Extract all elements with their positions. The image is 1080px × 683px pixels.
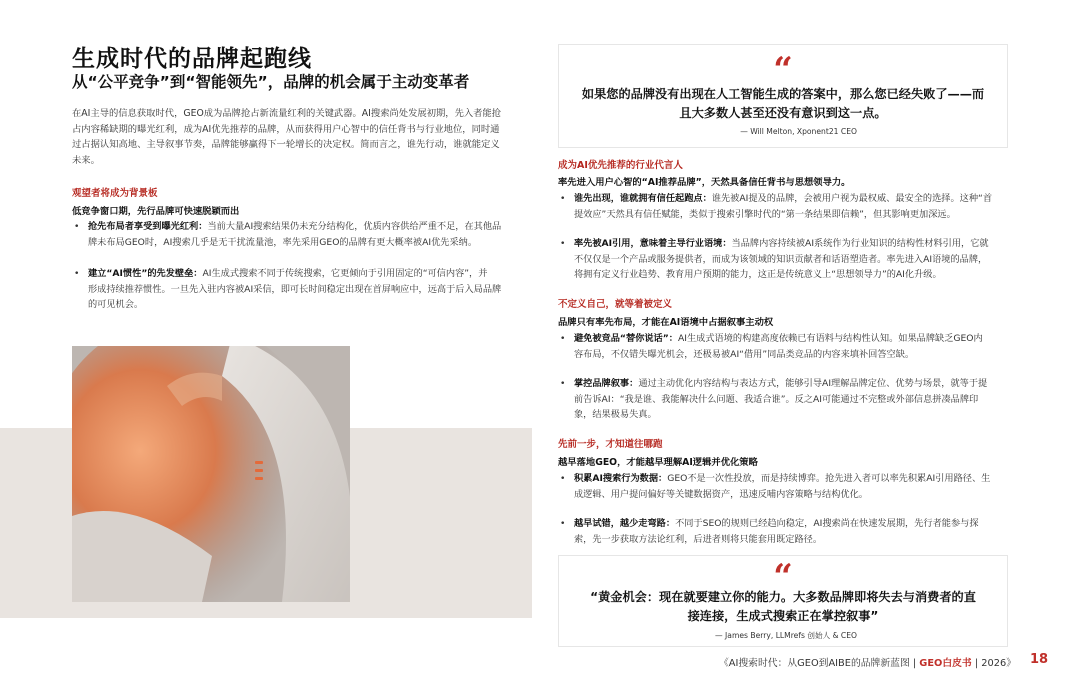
section-heading: 先前一步，才知道往哪跑 [558,439,663,450]
bullet-text: 谁先被AI提及的品牌，会被用户视为最权威、最安全的选择。这种“首 [711,193,993,204]
bullet-item [72,266,532,313]
quote-mark-icon: “ [773,557,793,597]
pull-quote [558,44,1008,148]
bullet-text: 不仅仅是一个产品或服务提供者，而成为该领域的知识贡献者和话语塑造者。率先进入AI语境的品牌， [574,253,988,265]
section-subheading: 越早落地GEO，才能越早理解AI逻辑并优化策略 [558,457,758,468]
section-subheading: 率先进入用户心智的“AI推荐品牌”，天然具备信任背书与思想领导力。 [558,177,851,188]
quote-text [559,85,1007,123]
intro-line: 未来。 [72,154,100,166]
bullet-text: 不同于SEO的规则已经趋向稳定，AI搜索尚在快速发展期，先行者能参与探 [675,518,979,529]
bullet-bold-lead: 积累AI搜索行为数据： [574,473,668,484]
footer-title [719,655,1016,669]
bullet-bold-lead: 避免被竞品“替你说话”： [574,333,678,344]
bullet-item [558,376,1018,423]
bullet-bold-lead: 建立“AI惯性”的先发壁垒： [88,268,203,279]
bullet-bold-lead: 率先被AI引用，意味着主导行业语境： [574,238,732,249]
page-subtitle: 从“公平竞争”到“智能领先”，品牌的机会属于主动变革者 [72,73,470,91]
section-subheading: 低竞争窗口期，先行品牌可快速脱颖而出 [72,206,240,217]
bullet-text: 当品牌内容持续被AI系统作为行业知识的结构性材料引用，它就 [731,238,989,249]
bullet-dot-icon: • [560,333,566,344]
bullet-text: 当前大量AI搜索结果仍未充分结构化，优质内容供给严重不足，在其他品 [207,221,502,232]
bullet-dot-icon: • [74,221,80,232]
bullet-bold-lead: 抢先布局者享受到曝光红利： [88,221,208,232]
bullet-text: GEO不是一次性投放，而是持续博弈。抢先进入者可以率先积累AI引用路径、生 [667,473,991,484]
bullet-dot-icon: • [560,473,566,484]
quote-line: “黄金机会：现在就要建立你的能力。大多数品牌即将失去与消费者的直 [590,590,976,604]
bullet-dot-icon: • [560,238,566,249]
footer-suffix: | 2026》 [971,658,1016,669]
bullet-item [558,516,1018,547]
bullet-bold-lead: 越早试错，越少走弯路： [574,518,676,529]
bullet-text: 前告诉AI：“我是谁、我能解决什么问题、我适合谁”。反之AI可能通过不完整或外部信息拼凑品牌印 [574,393,979,405]
intro-line: 过占据认知高地、主导叙事节奏，品牌能够赢得下一轮增长的决定权。简而言之，谁先行动，谁就能定义 [72,139,500,150]
bullet-text: AI生成式语境的构建高度依赖已有语料与结构性认知。如果品牌缺乏GEO内 [677,333,983,344]
bullet-text: AI生成式搜索不同于传统搜索，它更倾向于引用固定的“可信内容”，并 [202,268,488,279]
bullet-dot-icon: • [560,378,566,389]
bullet-bold-lead: 谁先出现，谁就拥有信任起跑点： [574,193,712,204]
bullet-text: 成逻辑、用户提问偏好等关键数据资产，迅速反哺内容策略与结构优化。 [574,488,868,500]
intro-line: 在AI主导的信息获取时代，GEO成为品牌抢占新流量红利的关键武器。AI搜索尚处发展初期，先入者能抢 [72,108,502,119]
quote-line: 接连接，生成式搜索正在掌控叙事” [687,609,879,623]
bullet-dot-icon: • [560,193,566,204]
bullet-text: 容布局，不仅错失曝光机会，还极易被AI“借用”同品类竞品的内容来填补回答空缺。 [574,348,915,360]
bullet-text: 将拥有定义行业趋势、教育用户预期的能力，这正是传统意义上“思想领导力”的AI化升级。 [574,269,942,280]
section-heading: 不定义自己，就等着被定义 [558,299,673,310]
bullet-text: 形成持续推荐惯性。一旦先入驻内容被AI采信，即可长时间稳定出现在首屏响应中，远高于后入局品牌 [88,283,502,295]
quote-line: 如果您的品牌没有出现在人工智能生成的答案中，那么您已经失败了——而 [581,87,985,101]
section-heading: 成为AI优先推荐的行业代言人 [558,160,683,171]
pull-quote [558,555,1008,647]
footer-accent: GEO白皮书 [919,658,972,669]
bullet-dot-icon: • [74,268,80,279]
bullet-text: 牌未布局GEO时，AI搜索几乎是无干扰流量池，率先采用GEO的品牌有更大概率被AI优先采纳。 [88,236,478,248]
quote-text [559,588,1007,626]
bullet-text: 象，结果极易失真。 [574,409,657,420]
bullet-item [72,219,532,250]
section-heading: 观望者将成为背景板 [72,188,158,199]
bullet-text: 的可见机会。 [88,299,144,310]
section-subheading: 品牌只有率先布局，才能在AI语境中占据叙事主动权 [558,317,774,328]
bullet-text: 通过主动优化内容结构与表达方式，能够引导AI理解品牌定位、优势与场景，就等于提 [638,378,988,389]
quote-mark-icon: “ [773,50,793,90]
footer-prefix: 《AI搜索时代：从GEO到AIBE的品牌新蓝图 | [719,658,920,669]
quote-line: 且大多数人甚至还没有意识到这一点。 [679,106,887,120]
product-photo [72,346,350,602]
page-number: 18 [1030,652,1049,667]
bullet-text: 索，先一步获取方法论红利，后进者则将只能套用既定路径。 [574,533,823,545]
quote-attribution: — James Berry, LLMrefs 创始人 & CEO [715,631,857,640]
page-title: 生成时代的品牌起跑线 [72,46,312,72]
bullet-item [558,331,1018,362]
intro-line: 占内容稀缺期的曝光红利，成为AI优先推荐的品牌，从而获得用户心智中的信任背书与行业地位，同时通 [72,123,500,135]
bullet-item [558,191,1018,222]
quote-attribution: — Will Melton, Xponent21 CEO [740,127,857,136]
intro-paragraph [72,106,532,168]
bullet-bold-lead: 掌控品牌叙事： [574,378,639,389]
bullet-text: 提效应”天然具有信任赋能，类似于搜索引擎时代的“第一条结果即信赖”，但其影响更加深远。 [574,208,956,220]
bullet-dot-icon: • [560,518,566,529]
bullet-item [558,236,1018,283]
bullet-item [558,471,1018,502]
